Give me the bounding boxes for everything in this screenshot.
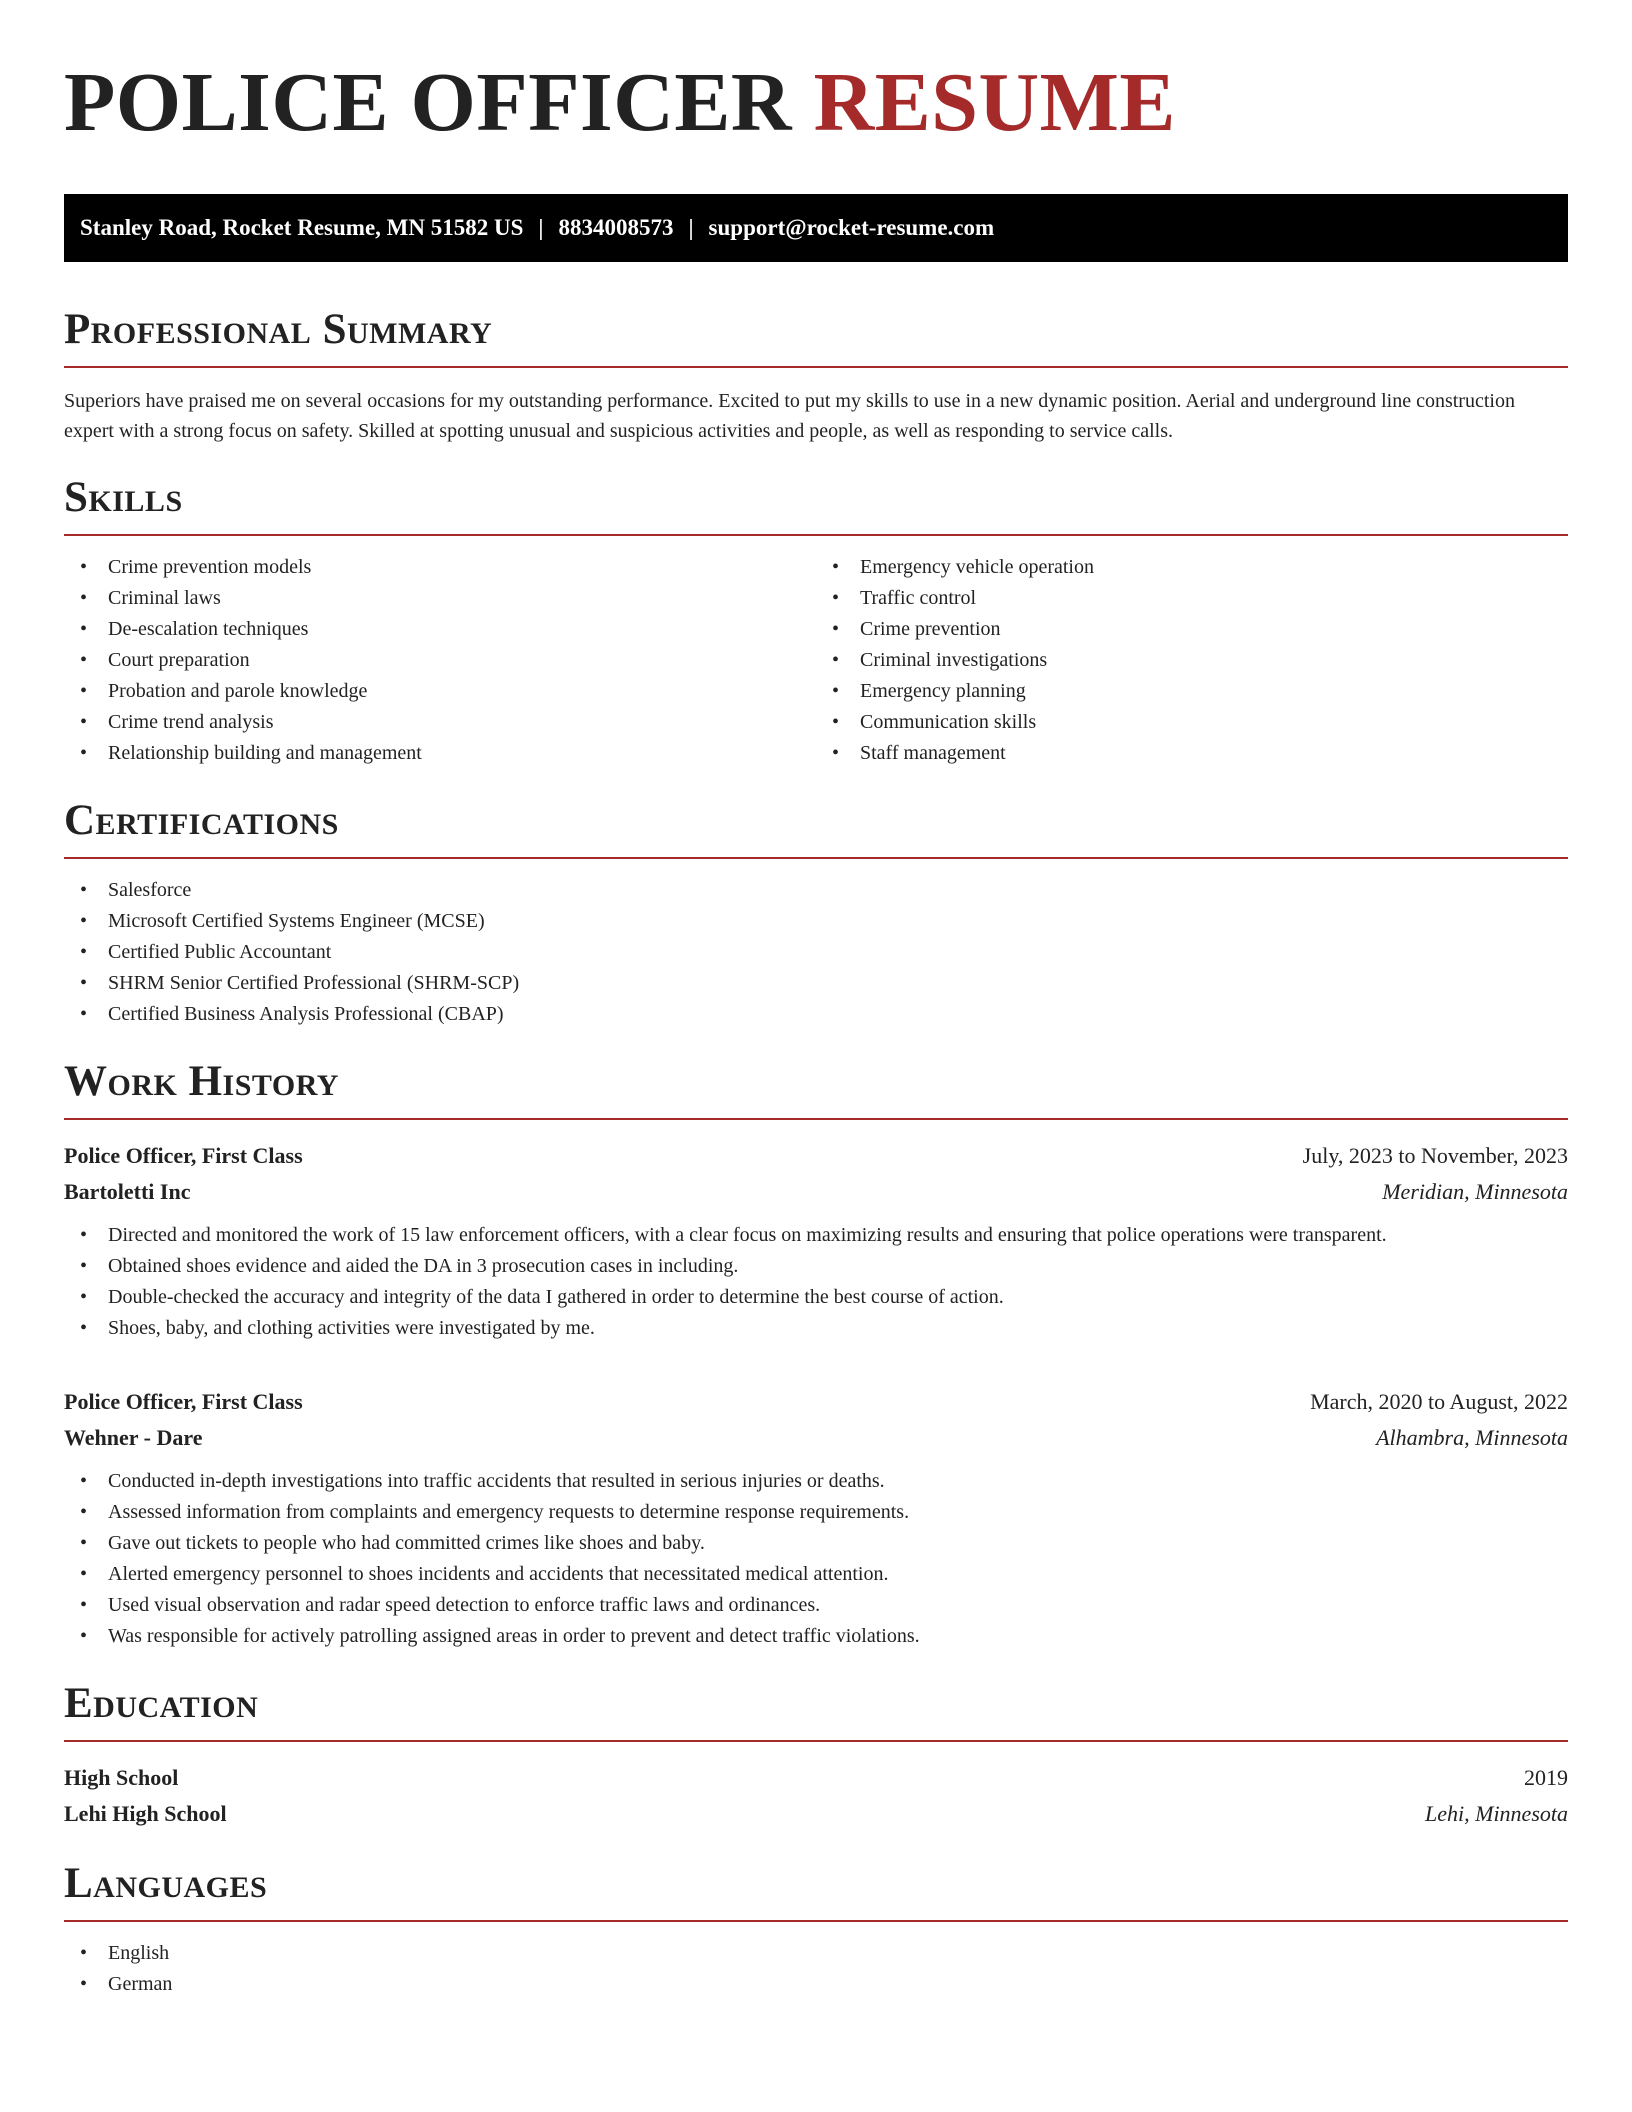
skills-right-list xyxy=(816,552,1568,769)
skill-item: • Emergency vehicle operation xyxy=(816,552,1568,583)
job-title: Police Officer, First Class xyxy=(64,1389,303,1414)
certification-item: • Salesforce xyxy=(64,875,1568,906)
job-company-row xyxy=(64,1174,1568,1210)
skill-item: • Criminal investigations xyxy=(816,645,1568,676)
skill-item: • Probation and parole knowledge xyxy=(64,676,816,707)
certifications-list xyxy=(64,875,1568,1030)
languages-list xyxy=(64,1938,1568,2000)
contact-separator: | xyxy=(688,215,694,240)
job-company: Wehner - Dare xyxy=(64,1425,203,1450)
job-location: Alhambra, Minnesota xyxy=(1376,1425,1568,1450)
job-dates: March, 2020 to August, 2022 xyxy=(1310,1389,1568,1414)
contact-email[interactable]: support@rocket-resume.com xyxy=(708,215,995,240)
summary-heading: Professional Summary xyxy=(64,306,1568,368)
skill-item: • Crime prevention models xyxy=(64,552,816,583)
skills-heading: Skills xyxy=(64,474,1568,536)
skill-item: • Communication skills xyxy=(816,707,1568,738)
job-bullet: • Directed and monitored the work of 15 law enforcement officers, with a clear focus on maximizing results and ensuring that police operations were transparent. xyxy=(64,1220,1568,1251)
languages-heading: Languages xyxy=(64,1860,1568,1922)
job-bullet: • Gave out tickets to people who had committed crimes like shoes and baby. xyxy=(64,1528,1568,1559)
job-company-row xyxy=(64,1420,1568,1456)
skill-item: • De-escalation techniques xyxy=(64,614,816,645)
certifications-section xyxy=(64,797,1568,1030)
job-bullet: • Was responsible for actively patrolling assigned areas in order to prevent and detect traffic violations. xyxy=(64,1621,1568,1652)
title-main: POLICE OFFICER xyxy=(64,56,793,149)
skill-item: • Traffic control xyxy=(816,583,1568,614)
certifications-heading: Certifications xyxy=(64,797,1568,859)
job-entry xyxy=(64,1138,1568,1344)
skill-item: • Emergency planning xyxy=(816,676,1568,707)
summary-text: Superiors have praised me on several occasions for my outstanding performance. Excited to put my skills to use in a new dynamic position. Aerial and underground line construction expert with a strong focus on safety. Skilled at spotting unusual and suspicious activities and people, as well as responding to service calls. xyxy=(64,390,1515,442)
job-location: Meridian, Minnesota xyxy=(1382,1179,1568,1204)
title-accent: RESUME xyxy=(813,56,1176,149)
skills-left-list xyxy=(64,552,816,769)
education-degree-row xyxy=(64,1760,1568,1796)
education-school: Lehi High School xyxy=(64,1801,227,1826)
job-bullet: • Conducted in-depth investigations into traffic accidents that resulted in serious injuries or deaths. xyxy=(64,1466,1568,1497)
contact-phone[interactable]: 8834008573 xyxy=(558,215,674,240)
education-location: Lehi, Minnesota xyxy=(1425,1801,1568,1826)
job-title-row xyxy=(64,1384,1568,1420)
work-heading: Work History xyxy=(64,1058,1568,1120)
job-title-row xyxy=(64,1138,1568,1174)
job-title: Police Officer, First Class xyxy=(64,1143,303,1168)
job-bullet: • Used visual observation and radar speed detection to enforce traffic laws and ordinances. xyxy=(64,1590,1568,1621)
skill-item: • Court preparation xyxy=(64,645,816,676)
work-section xyxy=(64,1058,1568,1652)
education-degree: High School xyxy=(64,1765,179,1790)
resume-title xyxy=(64,58,1568,148)
job-entry xyxy=(64,1384,1568,1652)
skill-item: • Criminal laws xyxy=(64,583,816,614)
education-heading: Education xyxy=(64,1680,1568,1742)
job-dates: July, 2023 to November, 2023 xyxy=(1302,1143,1568,1168)
job-bullets xyxy=(64,1466,1568,1652)
education-entry xyxy=(64,1760,1568,1832)
certification-item: • SHRM Senior Certified Professional (SHRM-SCP) xyxy=(64,968,1568,999)
job-bullet: • Double-checked the accuracy and integrity of the data I gathered in order to determine the best course of action. xyxy=(64,1282,1568,1313)
language-item: • English xyxy=(64,1938,1568,1969)
contact-separator: | xyxy=(538,215,544,240)
skill-item: • Crime trend analysis xyxy=(64,707,816,738)
contact-bar xyxy=(64,194,1568,262)
education-section xyxy=(64,1680,1568,1832)
skill-item: • Staff management xyxy=(816,738,1568,769)
job-bullet: • Assessed information from complaints and emergency requests to determine response requirements. xyxy=(64,1497,1568,1528)
certification-item: • Microsoft Certified Systems Engineer (MCSE) xyxy=(64,906,1568,937)
job-bullets xyxy=(64,1220,1568,1344)
skills-section xyxy=(64,474,1568,769)
skill-item: • Relationship building and management xyxy=(64,738,816,769)
certification-item: • Certified Business Analysis Professional (CBAP) xyxy=(64,999,1568,1030)
job-bullet: • Obtained shoes evidence and aided the DA in 3 prosecution cases in including. xyxy=(64,1251,1568,1282)
job-bullet: • Alerted emergency personnel to shoes incidents and accidents that necessitated medical attention. xyxy=(64,1559,1568,1590)
language-item: • German xyxy=(64,1969,1568,2000)
skills-grid xyxy=(64,552,1568,769)
skill-item: • Crime prevention xyxy=(816,614,1568,645)
certification-item: • Certified Public Accountant xyxy=(64,937,1568,968)
education-year: 2019 xyxy=(1524,1765,1568,1790)
contact-address: Stanley Road, Rocket Resume, MN 51582 US xyxy=(80,215,524,240)
job-bullet: • Shoes, baby, and clothing activities were investigated by me. xyxy=(64,1313,1568,1344)
languages-section xyxy=(64,1860,1568,2000)
summary-section xyxy=(64,306,1568,446)
job-company: Bartoletti Inc xyxy=(64,1179,191,1204)
education-school-row xyxy=(64,1796,1568,1832)
